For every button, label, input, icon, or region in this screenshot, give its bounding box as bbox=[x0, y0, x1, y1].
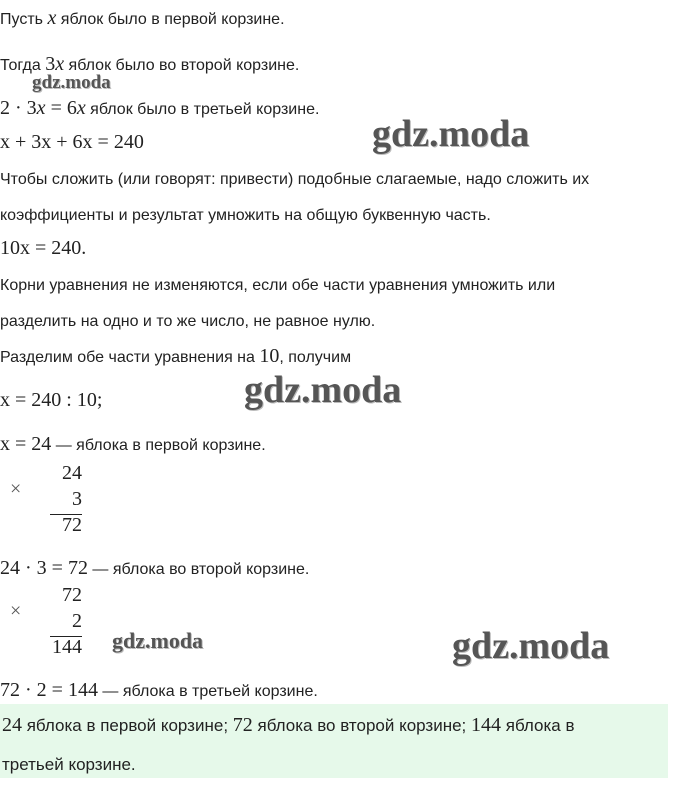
text-line-8: Корни уравнения не изменяются, если обе части уравнения умножить или bbox=[0, 277, 556, 294]
text: яблок было во второй корзине. bbox=[64, 57, 300, 74]
multiply-sign: × bbox=[10, 600, 22, 622]
equation: 72 · 2 = 144 bbox=[0, 679, 98, 701]
equation: x = 240 : 10; bbox=[0, 389, 103, 411]
math-var: x bbox=[55, 53, 65, 75]
text-line-3 bbox=[0, 98, 319, 120]
text-line-9: разделить на одно и то же число, не равное нулю. bbox=[0, 313, 376, 330]
watermark-logo: gdz.moda bbox=[372, 113, 530, 155]
text-line-10 bbox=[0, 346, 351, 368]
text-line-12 bbox=[0, 434, 266, 456]
text-line-14 bbox=[0, 680, 318, 702]
equation: x = 24 bbox=[0, 433, 52, 455]
answer-text: яблока в первой корзине; bbox=[22, 716, 233, 735]
math-num: 10 bbox=[259, 345, 280, 367]
equation-line-7 bbox=[0, 238, 86, 260]
math-expr: = 6 bbox=[45, 97, 77, 119]
text-line-5: Чтобы сложить (или говорят: привести) подобные слагаемые, надо сложить их bbox=[0, 171, 590, 188]
answer-line-2: третьей корзине. bbox=[2, 755, 136, 774]
answer-number: 144 bbox=[471, 714, 502, 736]
equation-line-11 bbox=[0, 390, 102, 412]
equation: x + 3x + 6x = 240 bbox=[0, 131, 144, 153]
text: Пусть bbox=[0, 11, 48, 28]
text: — яблока в третьей корзине. bbox=[97, 683, 318, 700]
text-line-13 bbox=[0, 558, 309, 580]
multiply-sign: × bbox=[10, 478, 22, 500]
math-var: x bbox=[76, 97, 86, 119]
text-line-1 bbox=[0, 8, 285, 30]
watermark-logo: gdz.moda bbox=[32, 72, 111, 93]
multiplicand: 72 bbox=[62, 584, 82, 606]
text: яблок было в третьей корзине. bbox=[85, 101, 320, 118]
product: 72 bbox=[62, 514, 82, 536]
watermark-logo: gdz.moda bbox=[244, 369, 402, 411]
math-num: 3 bbox=[45, 53, 56, 75]
text: , получим bbox=[279, 349, 352, 366]
text: Тогда bbox=[0, 57, 46, 74]
math-var: x bbox=[36, 97, 46, 119]
multiplicand: 24 bbox=[62, 462, 82, 484]
column-multiplication-2 bbox=[10, 584, 90, 660]
answer-box bbox=[0, 704, 668, 778]
product: 144 bbox=[52, 636, 82, 658]
column-multiplication-1 bbox=[10, 462, 90, 538]
answer-text: яблока в bbox=[501, 716, 575, 735]
answer-line-1 bbox=[2, 714, 575, 737]
text-line-6: коэффициенты и результат умножить на общую буквенную часть. bbox=[0, 207, 491, 224]
answer-number: 24 bbox=[2, 714, 22, 736]
multiplier: 3 bbox=[72, 488, 82, 510]
text: — яблока в первой корзине. bbox=[51, 437, 266, 454]
equation: 10x = 240. bbox=[0, 237, 87, 259]
text: яблок было в первой корзине. bbox=[56, 11, 285, 28]
math-expr: 2 · 3 bbox=[0, 97, 37, 119]
answer-number: 72 bbox=[232, 714, 253, 736]
multiplier: 2 bbox=[72, 610, 82, 632]
text: Разделим обе части уравнения на bbox=[0, 349, 260, 366]
answer-text: яблока во второй корзине; bbox=[252, 716, 472, 735]
equation: 24 · 3 = 72 bbox=[0, 557, 88, 579]
equation-line-4 bbox=[0, 132, 144, 154]
watermark-logo: gdz.moda bbox=[112, 628, 204, 653]
watermark-logo: gdz.moda bbox=[452, 625, 610, 667]
text: — яблока во второй корзине. bbox=[87, 561, 310, 578]
math-var: x bbox=[47, 7, 57, 29]
